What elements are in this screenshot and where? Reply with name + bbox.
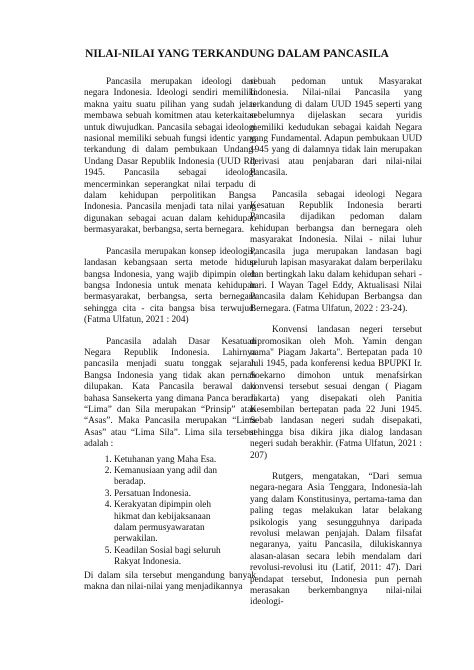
left-column [84, 77, 256, 603]
paragraph: Pancasila sebagai ideologi Negara Kesatuan Republik Indonesia berarti Pancasila dijadikan pedoman dalam kehidupan berbangsa dan bernegara oleh masyarakat Indonesia. Nilai - nilai luhur Pancasila juga merupakan landasan bagi seluruh lapisan masyarakat dalam berperilaku dan bertingkah laku dalam kehidupan sehari - hari. I Wayan Tagel Eddy, Aktualisasi Nilai Pancasila dalam Kehidupan Berbangsa dan Bernegara. (Fatma Ulfatun, 2022 : 23-24). [250, 189, 422, 314]
list-item-text: Persatuan Indonesia. [114, 488, 191, 499]
list-item [114, 546, 256, 569]
list-item [114, 455, 256, 466]
list-item-text: Keadilan Sosial bagi seluruh Rakyat Indonesia. [114, 545, 221, 568]
page-title: NILAI-NILAI YANG TERKANDUNG DALAM PANCASILA [85, 48, 389, 60]
list-item-text: Kerakyatan dipimpin oleh hikmat dan kebijaksanaan dalam permusyawaratan perwakilan. [114, 500, 212, 545]
list-item-text: Kemanusiaan yang adil dan beradap. [114, 466, 218, 488]
paragraph: Konvensi landasan negeri tersebut dipromosikan oleh Moh. Yamin dengan nama" Piagam Jakarta". Bertepatan pada 10 Juli 1945, pada konferensi kedua BPUPKI Ir. Soekarno dimohon untuk menafsirkan konvensi tersebut sesuai dengan ( Piagam Jakarta) yang disepakati oleh Panitia Kesembilan bertepatan pada 22 Juni 1945. Sebab landasan negeri sudah disepakati, sehingga bisa dikira jika dialog landasan negeri sudah berakhir. (Fatma Ulfatun, 2021 : 207) [250, 325, 422, 461]
paragraph: Rutgers, mengatakan, “Dari semua negara-negara Asia Tenggara, Indonesia-lah yang dalam Konstitusinya, pertama-tama dan paling tegas melakukan latar belakang psikologis yang sesungguhnya daripada revolusi melawan penjajah. Dalam filsafat negaranya, yaitu Pancasila, dilukiskannya alasan-alasan secara lebih mendalam dari revolusi-revolusi itu (Latif, 2011: 47). Dari pendapat tersebut, Indonesia pun pernah merasakan berkembangnya nilai-nilai ideologi- [250, 472, 422, 608]
paragraph: sebuah pedoman untuk Masyarakat Indonesia. Nilai-nilai Pancasila yang terkandung di dalam UUD 1945 seperti yang sebelumnya dijelaskan secara yuridis memiliki kedudukan sebagai kaidah Negara yang Fundamental. Adapun pembukaan UUD 1945 yang di dalamnya tidak lain merupakan derivasi atau penjabaran dari nilai-nilai Pancasila. [250, 77, 422, 179]
list-item [114, 489, 256, 500]
paragraph: Pancasila adalah Dasar Kesatuan Negara Republik Indonesia. Lahirnya pancasila menjadi suatu tonggak sejarah Bangsa Indonesia yang tidak akan pernah dilupakan. Kata Pancasila berawal dari bahasa Sansekerta yang dimana Panca berarti “Lima” dan Sila merupakan “Prinsip” atau “Asas”. Maka Pancasila merupakan “Lima Asas” atau “Lima Sila”. Lima sila tersebut adalah : [84, 336, 256, 450]
paragraph: Di dalam sila tersebut mengandung banyak makna dan nilai-nilai yang menjadikannya [84, 570, 256, 593]
paragraph: Pancasila merupakan konsep ideologis, landasan kebangsaan serta metode hidup bangsa Indonesia, yang wajib dipimpin oleh bangsa Indonesia untuk menata kehidupan bermasyarakat, berbangsa, serta bernegara sehingga cita - cita bangsa bisa terwujud. (Fatma Ulfatun, 2021 : 204) [84, 246, 256, 326]
list-item [114, 466, 256, 489]
list-item-text: Ketuhanan yang Maha Esa. [114, 454, 217, 465]
paragraph: Pancasila merupakan ideologi dari negara Indonesia. Ideologi sendiri memiliki makna yaitu suatu pilihan yang sudah jelas membawa sebuah komitmen atau keterkaitan untuk diwujudkan. Pancasila sebagai ideologi nasional memiliki sebuah fungsi identic yang terkandung di dalam pembukaan Undang-Undang Dasar Republik Indonesia (UUD RI) 1945. Pancasila sebagai ideologi mencerminkan seperangkat nilai terpadu di dalam kehidupan perpolitikan Bangsa Indonesia. Pancasila menjadi tata nilai yang digunakan sebagai acuan dalam kehidupan bermasyarakat, berbangsa, serta bernegara. [84, 77, 256, 236]
right-column [250, 77, 422, 619]
list-item [114, 500, 256, 546]
sila-list [84, 455, 256, 569]
